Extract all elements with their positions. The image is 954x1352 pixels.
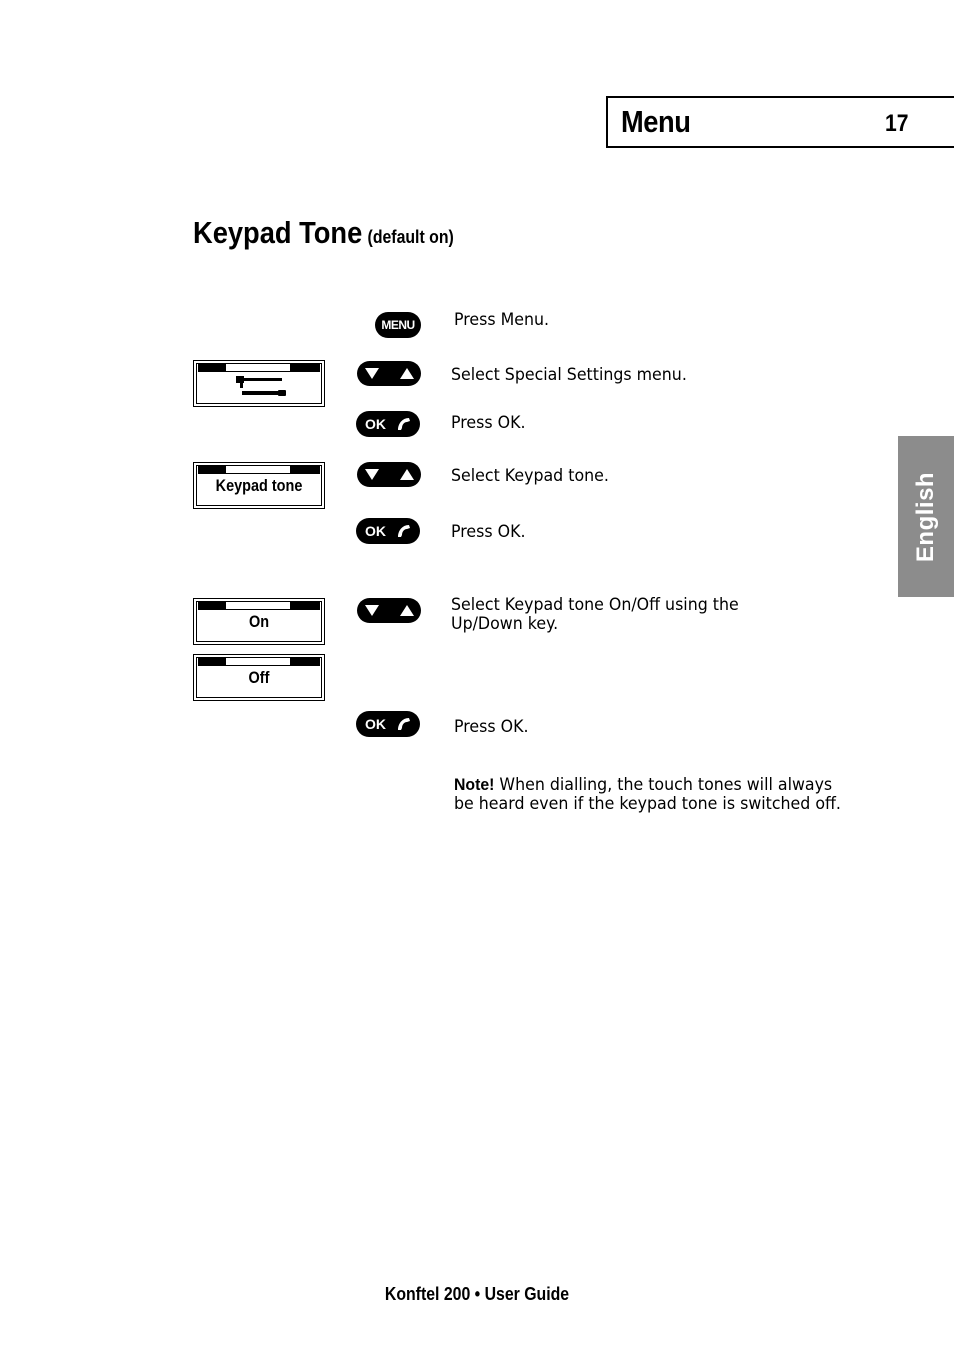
display-label: Off [248,668,270,687]
up-down-key [357,361,421,386]
ok-indicator-icon [198,602,226,610]
step-text: Press Menu. [454,310,550,330]
ok-indicator-icon [198,466,226,474]
language-tab [898,436,954,597]
note-paragraph [454,775,845,814]
step-text-line: Up/Down key. [451,614,559,634]
note-text: When dialling, the touch tones will always be heard even if the keypad tone is switched off. [454,775,841,814]
ok-key-label: OK [365,523,386,539]
step-text: Press OK. [451,522,526,542]
section-subtitle: (default on) [367,227,454,247]
note-label: Note! [454,775,495,794]
ok-key-label: OK [365,716,386,732]
ok-key [356,518,420,544]
section-heading: Keypad Tone [193,215,363,250]
arrows-indicator-icon [290,602,320,610]
language-tab-label: English [912,471,939,562]
display-special-settings [193,360,325,407]
phone-handset-icon [396,716,412,732]
arrow-up-icon [400,605,414,616]
ok-key [356,711,420,737]
step-text [451,596,739,634]
display-label: On [248,612,270,631]
section-title [193,215,454,251]
phone-handset-icon [396,416,412,432]
arrows-indicator-icon [290,466,320,474]
ok-indicator-icon [198,658,226,666]
page-number: 17 [885,110,909,137]
phone-handset-icon [396,523,412,539]
ok-key-label: OK [365,416,386,432]
ok-indicator-icon [198,364,226,372]
arrows-indicator-icon [290,364,320,372]
step-text: Press OK. [454,717,529,737]
step-text-line: Select Keypad tone On/Off using the [451,595,739,615]
ok-key [356,411,420,437]
arrow-up-icon [400,469,414,480]
page-footer: Konftel 200 • User Guide [384,1284,570,1304]
step-text: Press OK. [451,413,526,433]
chapter-header [606,96,954,148]
menu-key: MENU [375,312,421,338]
chapter-title: Menu [621,104,691,139]
arrow-down-icon [365,469,379,480]
display-off [193,654,325,701]
up-down-key [357,598,421,623]
tools-icon [234,373,288,401]
step-text: Select Keypad tone. [451,466,609,486]
arrow-down-icon [365,605,379,616]
up-down-key [357,462,421,487]
arrow-up-icon [400,368,414,379]
display-label: Keypad tone [215,476,303,495]
arrow-down-icon [365,368,379,379]
display-keypad-tone [193,462,325,509]
step-text: Select Special Settings menu. [451,365,687,385]
display-on [193,598,325,645]
arrows-indicator-icon [290,658,320,666]
